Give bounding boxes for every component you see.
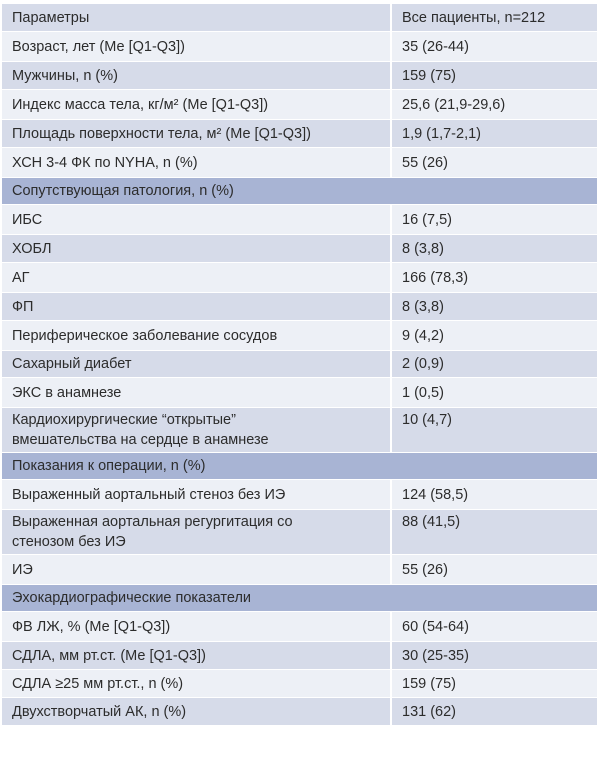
patients-characteristics-table (2, 4, 597, 726)
value-cell: 8 (3,8) (391, 235, 597, 263)
table-row (2, 698, 597, 726)
table-row (2, 205, 597, 235)
value-cell: 1,9 (1,7-2,1) (391, 120, 597, 148)
param-cell: Площадь поверхности тела, м² (Ме [Q1-Q3]) (2, 120, 391, 148)
param-cell: ХСН 3-4 ФК по NYHA, n (%) (2, 148, 391, 178)
header-value-cell: Все пациенты, n=212 (391, 4, 597, 32)
section-title: Сопутствующая патология, n (%) (2, 178, 597, 205)
param-cell: ЭКС в анамнезе (2, 378, 391, 408)
value-cell: 60 (54-64) (391, 612, 597, 642)
value-cell: 35 (26-44) (391, 32, 597, 62)
table-row (2, 555, 597, 585)
value-cell: 159 (75) (391, 62, 597, 90)
section-title: Показания к операции, n (%) (2, 453, 597, 480)
table-row (2, 235, 597, 263)
table-row (2, 32, 597, 62)
param-cell: Индекс масса тела, кг/м² (Ме [Q1-Q3]) (2, 90, 391, 120)
param-cell: ХОБЛ (2, 235, 391, 263)
param-cell: Выраженный аортальный стеноз без ИЭ (2, 480, 391, 510)
table-row (2, 612, 597, 642)
table-row (2, 351, 597, 378)
section-header-row (2, 453, 597, 480)
table-row (2, 293, 597, 321)
value-cell: 166 (78,3) (391, 263, 597, 293)
table-row (2, 263, 597, 293)
table-row (2, 321, 597, 351)
value-cell: 30 (25-35) (391, 642, 597, 670)
header-param-cell: Параметры (2, 4, 391, 32)
param-cell: ФП (2, 293, 391, 321)
value-cell: 159 (75) (391, 670, 597, 698)
param-cell: СДЛА, мм рт.ст. (Ме [Q1-Q3]) (2, 642, 391, 670)
param-cell: АГ (2, 263, 391, 293)
param-cell: Возраст, лет (Ме [Q1-Q3]) (2, 32, 391, 62)
section-title: Эхокардиографические показатели (2, 585, 597, 612)
table-row (2, 378, 597, 408)
value-cell: 9 (4,2) (391, 321, 597, 351)
section-header-row (2, 585, 597, 612)
table-row (2, 510, 597, 555)
table-row (2, 642, 597, 670)
table-header-row (2, 4, 597, 32)
param-cell: ИЭ (2, 555, 391, 585)
table-row (2, 148, 597, 178)
value-cell: 8 (3,8) (391, 293, 597, 321)
table-row (2, 408, 597, 453)
section-header-row (2, 178, 597, 205)
table-row (2, 480, 597, 510)
value-cell: 16 (7,5) (391, 205, 597, 235)
param-cell: Сахарный диабет (2, 351, 391, 378)
param-cell: Периферическое заболевание сосудов (2, 321, 391, 351)
table-row (2, 90, 597, 120)
table-row (2, 670, 597, 698)
value-cell: 55 (26) (391, 555, 597, 585)
param-cell: Мужчины, n (%) (2, 62, 391, 90)
param-cell: ИБС (2, 205, 391, 235)
table-row (2, 120, 597, 148)
value-cell: 1 (0,5) (391, 378, 597, 408)
param-cell: ФВ ЛЖ, % (Ме [Q1-Q3]) (2, 612, 391, 642)
param-cell: Кардиохирургические “открытые” вмешательства на сердце в анамнезе (2, 408, 391, 453)
value-cell: 2 (0,9) (391, 351, 597, 378)
param-cell: Выраженная аортальная регургитация со стенозом без ИЭ (2, 510, 391, 555)
param-cell: Двухстворчатый АК, n (%) (2, 698, 391, 726)
value-cell: 131 (62) (391, 698, 597, 726)
value-cell: 55 (26) (391, 148, 597, 178)
param-cell: СДЛА ≥25 мм рт.ст., n (%) (2, 670, 391, 698)
value-cell: 124 (58,5) (391, 480, 597, 510)
value-cell: 10 (4,7) (391, 408, 597, 453)
value-cell: 88 (41,5) (391, 510, 597, 555)
table-row (2, 62, 597, 90)
value-cell: 25,6 (21,9-29,6) (391, 90, 597, 120)
